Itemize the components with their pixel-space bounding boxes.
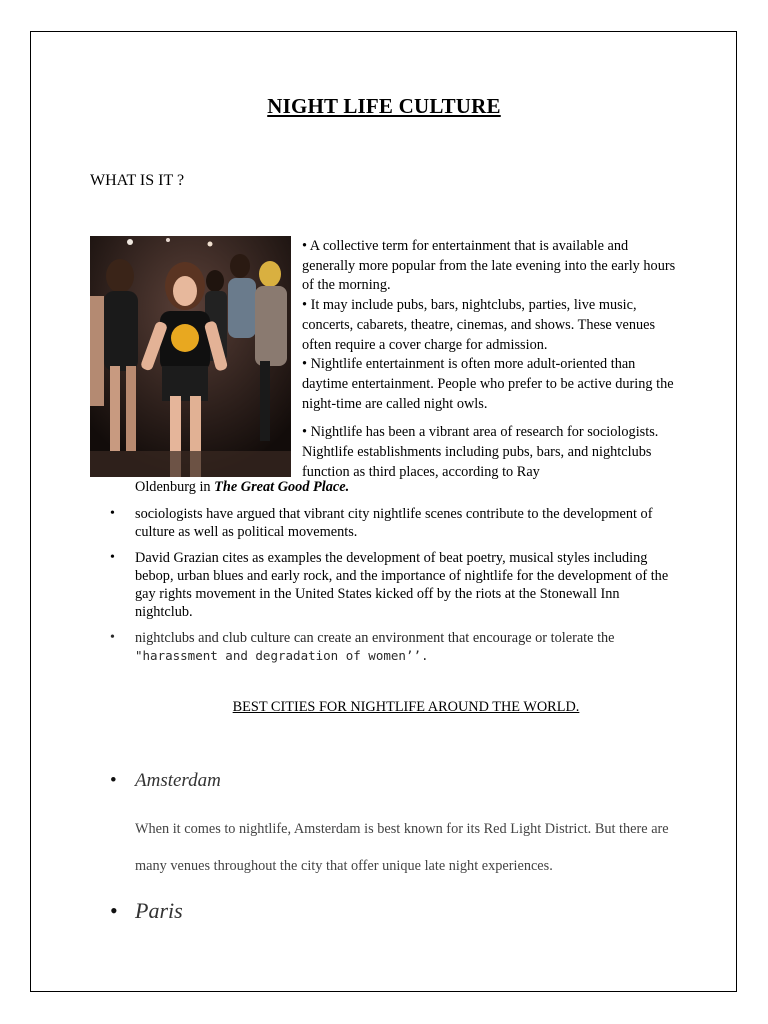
research-bullets <box>135 505 680 673</box>
book-title: The Great Good Place <box>214 479 346 495</box>
oldenburg-prefix: Oldenburg in <box>135 479 215 495</box>
intro-bullet: • Nightlife entertainment is often more adult-oriented than daytime entertainment. People who prefer to be active during the night-time are called night owls. <box>302 356 674 412</box>
intro-bullet: • Nightlife has been a vibrant area of research for sociologists. Nightlife establishments including pubs, bars, and nightclubs function as third places, according to Ray <box>302 424 659 480</box>
intro-column <box>302 237 682 482</box>
document-title: NIGHT LIFE CULTURE <box>267 94 501 118</box>
city-name-amsterdam: • Amsterdam <box>135 770 221 792</box>
section-question: WHAT IS IT ? <box>90 172 185 189</box>
nightclub-crowd-photo <box>90 236 291 477</box>
city-name-paris: • Paris <box>135 898 183 924</box>
list-item: • sociologists have argued that vibrant city nightlife scenes contribute to the development of culture as well as political movements. <box>135 505 680 541</box>
city-description-amsterdam: When it comes to nightlife, Amsterdam is best known for its Red Light District. But there are many venues throughout the city that offer unique late night experiences. <box>135 821 669 874</box>
intro-bullet: • A collective term for entertainment that is available and generally more popular from the late evening into the early hours of the morning. <box>302 238 676 294</box>
list-item-quote: "harassment and degradation of women’’. <box>135 648 429 663</box>
cities-heading: BEST CITIES FOR NIGHTLIFE AROUND THE WORLD. <box>232 699 580 715</box>
list-item-text: nightclubs and club culture can create an environment that encourage or tolerate the <box>135 630 615 646</box>
list-item <box>135 629 680 665</box>
oldenburg-suffix: . <box>345 479 350 495</box>
oldenburg-line <box>135 478 349 497</box>
intro-bullet: • It may include pubs, bars, nightclubs, parties, live music, concerts, cabarets, theatre, cinemas, and shows. These venues often require a cover charge for admission. <box>302 297 656 353</box>
list-item: • David Grazian cites as examples the development of beat poetry, musical styles including bebop, urban blues and early rock, and the importance of nightlife for the development of the gay rights movement in the United States kicked off by the riots at the Stonewall Inn nightclub. <box>135 549 680 621</box>
